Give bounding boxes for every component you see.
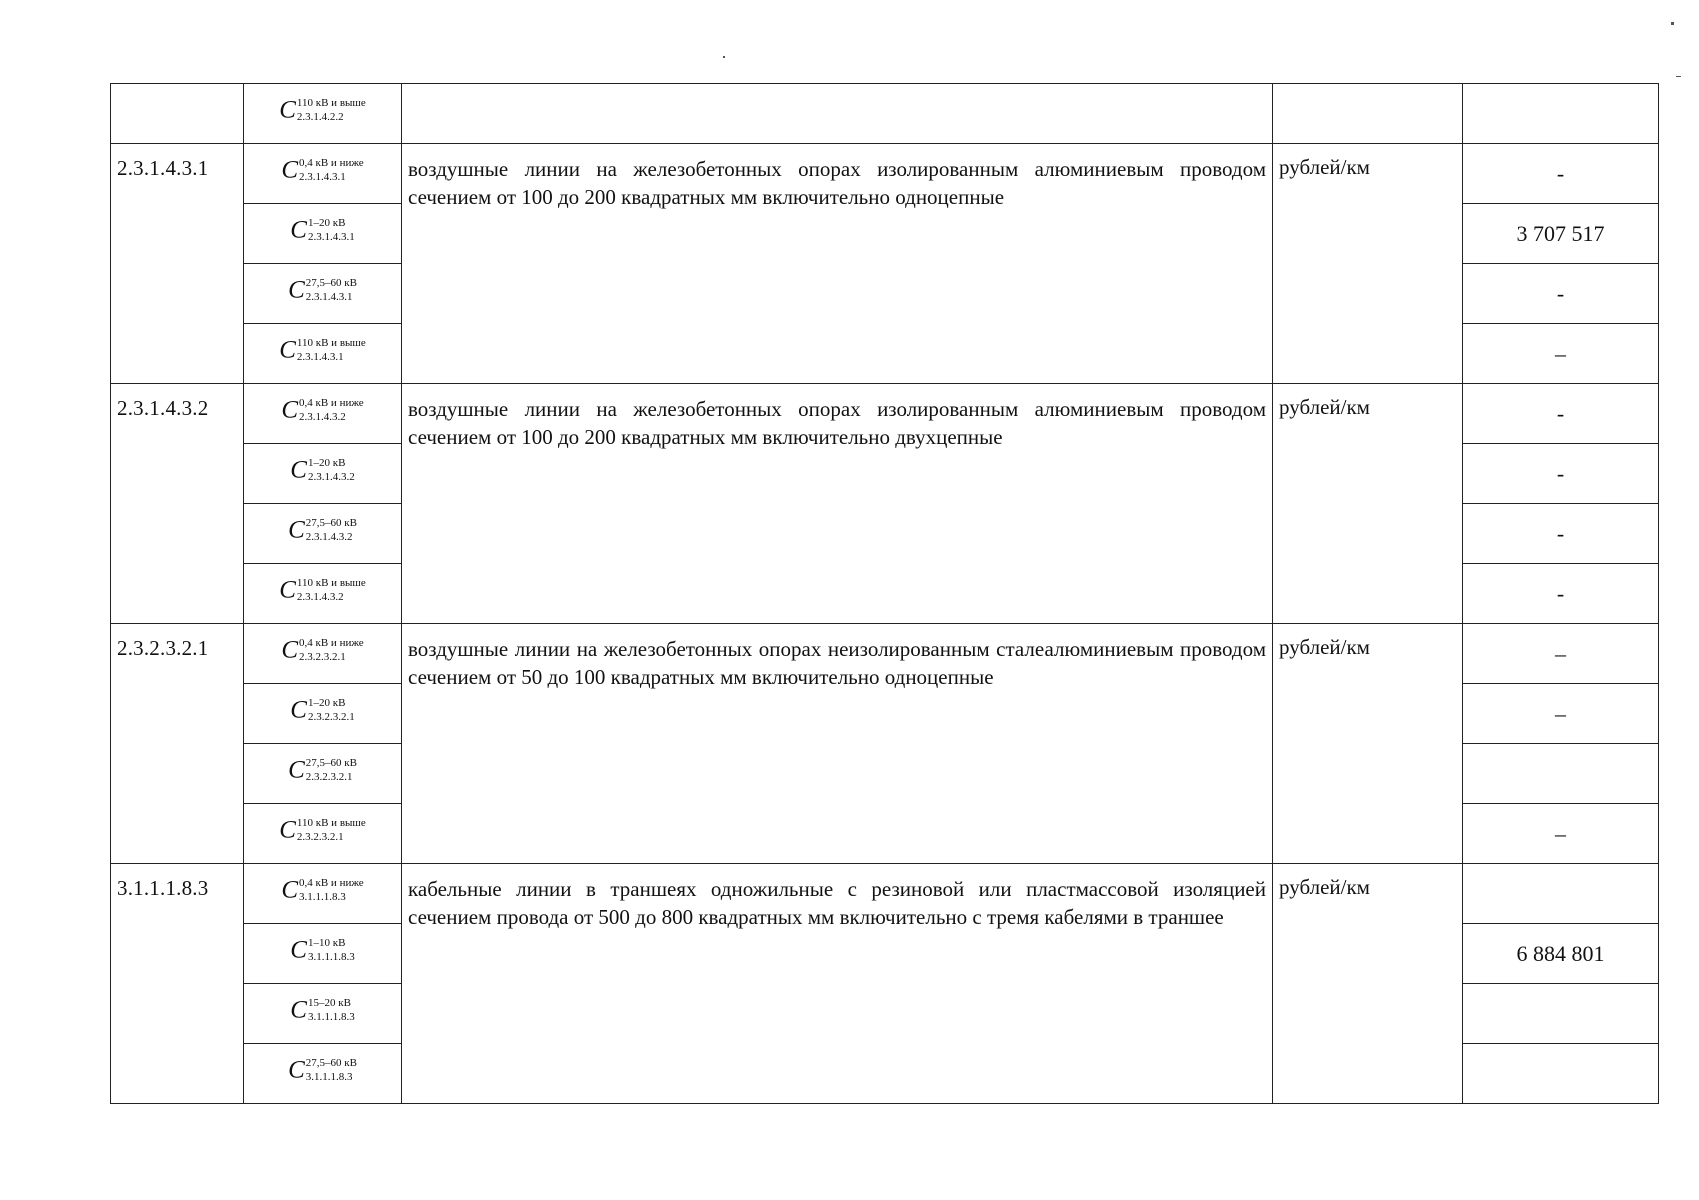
symbol-sub: 2.3.1.4.3.1 — [299, 171, 346, 183]
rate-value: – — [1463, 684, 1659, 744]
rate-symbol — [244, 384, 402, 444]
symbol-base: C — [281, 156, 298, 184]
symbol-base: C — [279, 96, 296, 124]
rate-value: 3 707 517 — [1463, 204, 1659, 264]
table-row — [111, 624, 1659, 684]
rate-value: – — [1463, 624, 1659, 684]
symbol-base: C — [281, 636, 298, 664]
rate-symbol — [244, 264, 402, 324]
rate-symbol — [244, 684, 402, 744]
symbol-sup: 27,5–60 кВ — [305, 1057, 357, 1069]
rate-value — [1463, 744, 1659, 804]
scan-speck — [1671, 22, 1674, 25]
table-row — [111, 144, 1659, 204]
row-description — [402, 84, 1273, 144]
row-code: 3.1.1.1.8.3 — [111, 864, 244, 1104]
symbol-sub: 2.3.1.4.3.2 — [299, 411, 346, 423]
symbol-sub: 2.3.1.4.2.2 — [296, 111, 344, 123]
symbol-sup: 110 кВ и выше — [296, 97, 366, 109]
symbol-sub: 3.1.1.1.8.3 — [305, 1071, 353, 1083]
symbol-sup: 1–20 кВ — [307, 457, 346, 469]
rate-value — [1463, 984, 1659, 1044]
row-unit: рублей/км — [1273, 144, 1463, 384]
row-description: воздушные линии на железобетонных опорах неизолированным сталеалюминиевым проводом сечением от 50 до 100 квадратных мм включительно одноцепные — [402, 624, 1273, 864]
rate-symbol — [244, 924, 402, 984]
rate-value: - — [1463, 504, 1659, 564]
table-row — [111, 84, 1659, 144]
tariff-table-sheet — [110, 83, 1658, 1104]
row-description: воздушные линии на железобетонных опорах изолированным алюминиевым проводом сечением от 100 до 200 квадратных мм включительно одноцепные — [402, 144, 1273, 384]
row-code: 2.3.2.3.2.1 — [111, 624, 244, 864]
symbol-base: C — [281, 396, 298, 424]
symbol-sub: 2.3.1.4.3.1 — [296, 351, 344, 363]
symbol-sub: 3.1.1.1.8.3 — [307, 1011, 355, 1023]
symbol-base: C — [290, 696, 307, 724]
symbol-sup: 0,4 кВ и ниже — [299, 157, 364, 169]
symbol-base: C — [279, 576, 296, 604]
symbol-sub: 2.3.2.3.2.1 — [307, 711, 355, 723]
rate-value — [1463, 1044, 1659, 1104]
symbol-base: C — [288, 276, 305, 304]
rate-symbol — [244, 324, 402, 384]
table-row — [111, 864, 1659, 924]
symbol-sup: 1–20 кВ — [307, 697, 346, 709]
row-description: воздушные линии на железобетонных опорах изолированным алюминиевым проводом сечением от 100 до 200 квадратных мм включительно двухцепные — [402, 384, 1273, 624]
rate-symbol — [244, 144, 402, 204]
rate-symbol — [244, 744, 402, 804]
symbol-sup: 1–20 кВ — [307, 217, 346, 229]
symbol-base: C — [279, 816, 296, 844]
symbol-sup: 15–20 кВ — [307, 997, 351, 1009]
row-code — [111, 84, 244, 144]
scan-speck — [723, 56, 725, 58]
rate-symbol — [244, 1044, 402, 1104]
row-code: 2.3.1.4.3.2 — [111, 384, 244, 624]
table-row — [111, 384, 1659, 444]
symbol-base: C — [279, 336, 296, 364]
symbol-sub: 3.1.1.1.8.3 — [299, 891, 346, 903]
symbol-sub: 2.3.2.3.2.1 — [305, 771, 353, 783]
rate-symbol — [244, 984, 402, 1044]
symbol-base: C — [288, 756, 305, 784]
symbol-sup: 0,4 кВ и ниже — [299, 637, 364, 649]
rate-value — [1463, 864, 1659, 924]
row-unit — [1273, 84, 1463, 144]
rate-symbol — [244, 204, 402, 264]
symbol-sub: 2.3.1.4.3.1 — [305, 291, 353, 303]
rate-value: 6 884 801 — [1463, 924, 1659, 984]
symbol-sub: 2.3.1.4.3.2 — [307, 471, 355, 483]
symbol-base: C — [290, 456, 307, 484]
symbol-base: C — [290, 936, 307, 964]
symbol-sub: 2.3.1.4.3.1 — [307, 231, 355, 243]
rate-symbol — [244, 564, 402, 624]
symbol-base: C — [281, 876, 298, 904]
symbol-base: C — [290, 216, 307, 244]
rate-value: - — [1463, 264, 1659, 324]
tariff-table — [110, 83, 1659, 1104]
row-description: кабельные линии в траншеях одножильные с резиновой или пластмассовой изоляцией сечением провода от 500 до 800 квадратных мм включительно с тремя кабелями в траншее — [402, 864, 1273, 1104]
rate-value: - — [1463, 564, 1659, 624]
symbol-base: C — [290, 996, 307, 1024]
row-unit: рублей/км — [1273, 624, 1463, 864]
symbol-base: C — [288, 1056, 305, 1084]
row-unit: рублей/км — [1273, 864, 1463, 1104]
symbol-sub: 2.3.2.3.2.1 — [299, 651, 346, 663]
rate-value: – — [1463, 324, 1659, 384]
symbol-sup: 110 кВ и выше — [296, 817, 366, 829]
symbol-sup: 1–10 кВ — [307, 937, 346, 949]
row-code: 2.3.1.4.3.1 — [111, 144, 244, 384]
symbol-sub: 3.1.1.1.8.3 — [307, 951, 355, 963]
symbol-sup: 27,5–60 кВ — [305, 517, 357, 529]
rate-value: - — [1463, 384, 1659, 444]
rate-symbol — [244, 84, 402, 144]
rate-symbol — [244, 444, 402, 504]
rate-value: - — [1463, 144, 1659, 204]
rate-symbol — [244, 504, 402, 564]
rate-symbol — [244, 864, 402, 924]
symbol-sub: 2.3.1.4.3.2 — [296, 591, 344, 603]
rate-value: - — [1463, 444, 1659, 504]
symbol-base: C — [288, 516, 305, 544]
symbol-sup: 0,4 кВ и ниже — [299, 397, 364, 409]
symbol-sup: 0,4 кВ и ниже — [299, 877, 364, 889]
symbol-sup: 27,5–60 кВ — [305, 277, 357, 289]
scan-speck — [1676, 76, 1681, 77]
row-unit: рублей/км — [1273, 384, 1463, 624]
rate-symbol — [244, 624, 402, 684]
symbol-sup: 110 кВ и выше — [296, 337, 366, 349]
symbol-sup: 27,5–60 кВ — [305, 757, 357, 769]
symbol-sub: 2.3.2.3.2.1 — [296, 831, 344, 843]
rate-value — [1463, 84, 1659, 144]
symbol-sup: 110 кВ и выше — [296, 577, 366, 589]
symbol-sub: 2.3.1.4.3.2 — [305, 531, 353, 543]
rate-symbol — [244, 804, 402, 864]
rate-value: – — [1463, 804, 1659, 864]
